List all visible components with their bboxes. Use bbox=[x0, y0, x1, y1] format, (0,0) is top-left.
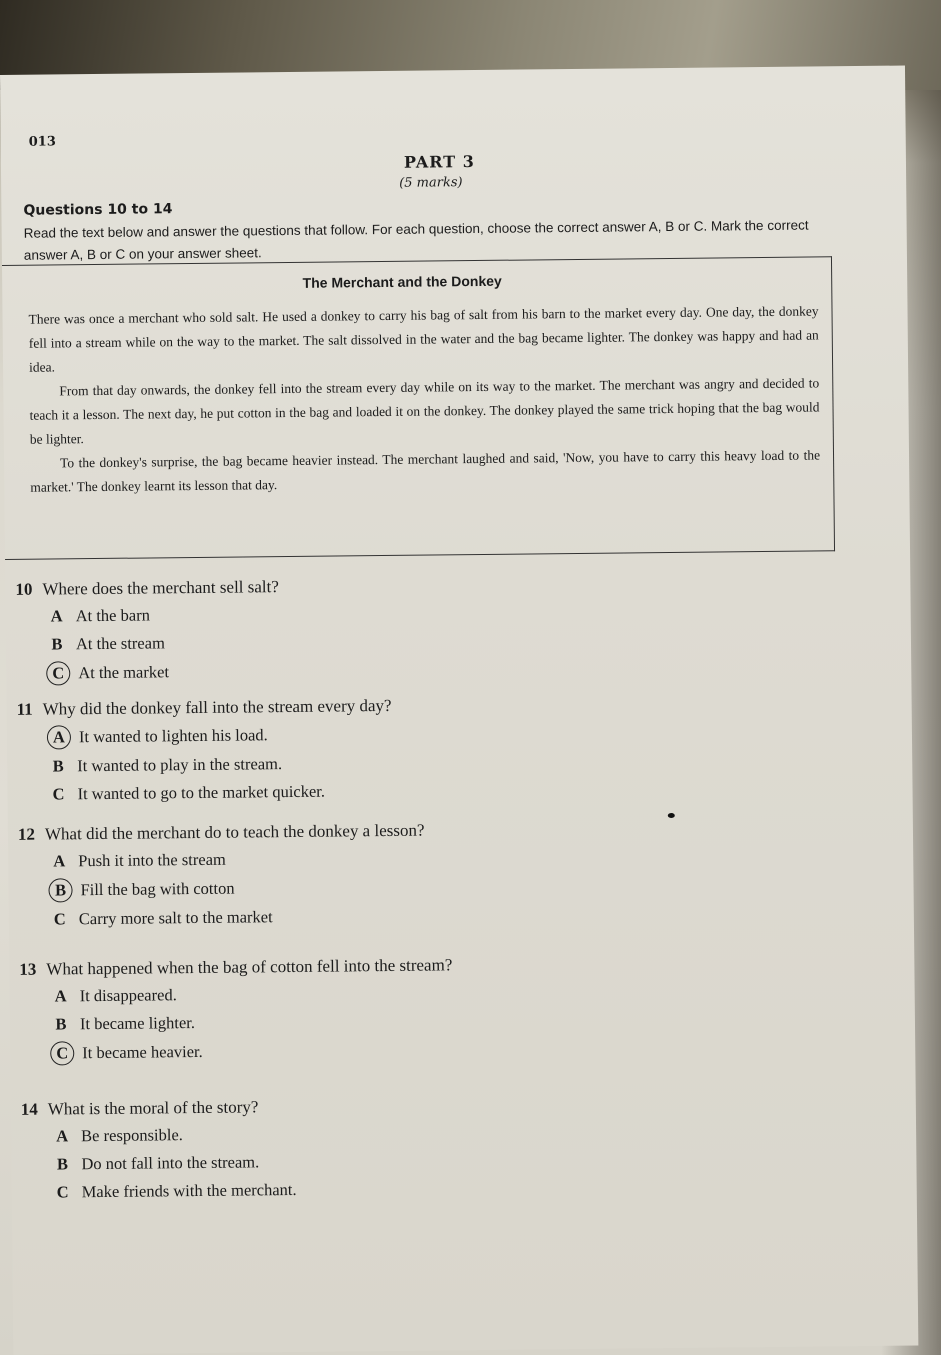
question-number: 12 bbox=[17, 824, 36, 844]
option-letter-circled: C bbox=[46, 661, 70, 685]
option-b[interactable] bbox=[48, 875, 425, 903]
part-title: PART 3 bbox=[403, 152, 475, 172]
option-letter: A bbox=[54, 986, 67, 1006]
passage-paragraph: From that day onwards, the donkey fell into the stream every day while on its way to the market. The merchant was angry and decided to teach it a lesson. The next day, he put cotton in the bag and loaded it on the donkey. The donkey played the same trick hoping that the bag would be lighter. bbox=[29, 375, 820, 447]
exam-paper bbox=[0, 66, 918, 1355]
question-number: 10 bbox=[15, 579, 33, 599]
question-10 bbox=[15, 577, 280, 686]
question-11 bbox=[17, 696, 393, 806]
question-12 bbox=[18, 821, 426, 931]
question-14 bbox=[21, 1097, 297, 1204]
option-a[interactable] bbox=[46, 603, 280, 627]
option-c[interactable] bbox=[49, 905, 426, 931]
question-range: Questions 10 to 14 bbox=[23, 201, 173, 219]
page-number: 013 bbox=[28, 134, 56, 150]
option-text: Do not fall into the stream. bbox=[81, 1152, 260, 1174]
option-c[interactable] bbox=[46, 659, 280, 685]
option-text: It became heavier. bbox=[82, 1041, 203, 1063]
option-text: It disappeared. bbox=[79, 985, 177, 1006]
option-letter-circled: A bbox=[47, 725, 71, 749]
option-text: It became lighter. bbox=[79, 1013, 196, 1034]
question-text: What is the moral of the story? bbox=[47, 1097, 259, 1119]
option-text: It wanted to lighten his load. bbox=[78, 725, 268, 747]
option-a[interactable] bbox=[51, 1123, 296, 1148]
question-number: 14 bbox=[20, 1099, 38, 1119]
question-text: What happened when the bag of cotton fell into the stream? bbox=[46, 955, 453, 979]
option-text: It wanted to go to the market quicker. bbox=[77, 781, 326, 804]
question-number: 13 bbox=[19, 959, 37, 979]
option-a[interactable] bbox=[48, 847, 425, 873]
option-letter: B bbox=[55, 1014, 67, 1034]
passage-title: The Merchant and the Donkey bbox=[302, 272, 502, 291]
option-b[interactable] bbox=[47, 752, 392, 778]
option-letter: A bbox=[56, 1126, 69, 1146]
option-text: Fill the bag with cotton bbox=[80, 878, 235, 900]
question-text: Why did the donkey fall into the stream every day? bbox=[42, 695, 392, 719]
instructions: Read the text below and answer the questions that follow. For each question, choose the correct answer A, B or C. Mark the correct answer A, B or C on your answer sheet. bbox=[23, 217, 809, 263]
option-letter: A bbox=[53, 851, 66, 871]
option-a[interactable] bbox=[50, 981, 453, 1007]
option-text: At the market bbox=[78, 662, 170, 683]
question-prompt bbox=[15, 577, 279, 600]
passage-text bbox=[28, 299, 820, 499]
option-b[interactable] bbox=[50, 1009, 453, 1035]
option-letter: C bbox=[56, 1182, 69, 1202]
question-13 bbox=[19, 955, 453, 1066]
passage-box bbox=[2, 256, 835, 560]
option-a[interactable] bbox=[47, 722, 392, 750]
option-letter-circled: B bbox=[48, 878, 72, 902]
passage-paragraph: To the donkey's surprise, the bag became heavier instead. The merchant laughed and said, 'Now, you have to carry this heavy load to the market.' The donkey learnt its lesson that day. bbox=[30, 447, 821, 495]
option-text: Be responsible. bbox=[81, 1125, 183, 1146]
option-text: It wanted to play in the stream. bbox=[77, 754, 283, 776]
option-b[interactable] bbox=[46, 631, 280, 655]
option-letter-circled: C bbox=[50, 1041, 74, 1065]
option-letter: B bbox=[51, 634, 63, 654]
question-number: 11 bbox=[16, 699, 33, 719]
option-letter: A bbox=[50, 606, 63, 626]
option-c[interactable] bbox=[52, 1179, 297, 1204]
option-text: Push it into the stream bbox=[78, 849, 226, 871]
option-letter: C bbox=[52, 784, 65, 804]
option-c[interactable] bbox=[50, 1037, 453, 1065]
option-letter: C bbox=[53, 909, 66, 929]
option-letter: B bbox=[52, 756, 64, 776]
option-c[interactable] bbox=[47, 780, 392, 806]
passage-paragraph: There was once a merchant who sold salt. He used a donkey to carry his bag of salt from his barn to the market every day. One day, the donkey fell into a stream while on the way to the market. The salt dissolved in the water and the bag became lighter. The donkey was happy and had an idea. bbox=[28, 303, 819, 375]
option-text: At the barn bbox=[75, 605, 150, 626]
question-text: What did the merchant do to teach the donkey a lesson? bbox=[44, 820, 425, 844]
question-prompt bbox=[18, 821, 425, 845]
question-prompt bbox=[21, 1097, 296, 1120]
question-text: Where does the merchant sell salt? bbox=[42, 577, 279, 599]
option-letter: B bbox=[56, 1154, 69, 1174]
option-text: Make friends with the merchant. bbox=[81, 1179, 297, 1202]
question-prompt bbox=[17, 696, 392, 720]
ink-dot bbox=[668, 813, 675, 818]
option-text: Carry more salt to the market bbox=[78, 907, 273, 929]
option-b[interactable] bbox=[51, 1151, 296, 1176]
question-prompt bbox=[19, 955, 452, 980]
option-text: At the stream bbox=[75, 633, 165, 654]
marks-label: (5 marks) bbox=[399, 175, 463, 191]
